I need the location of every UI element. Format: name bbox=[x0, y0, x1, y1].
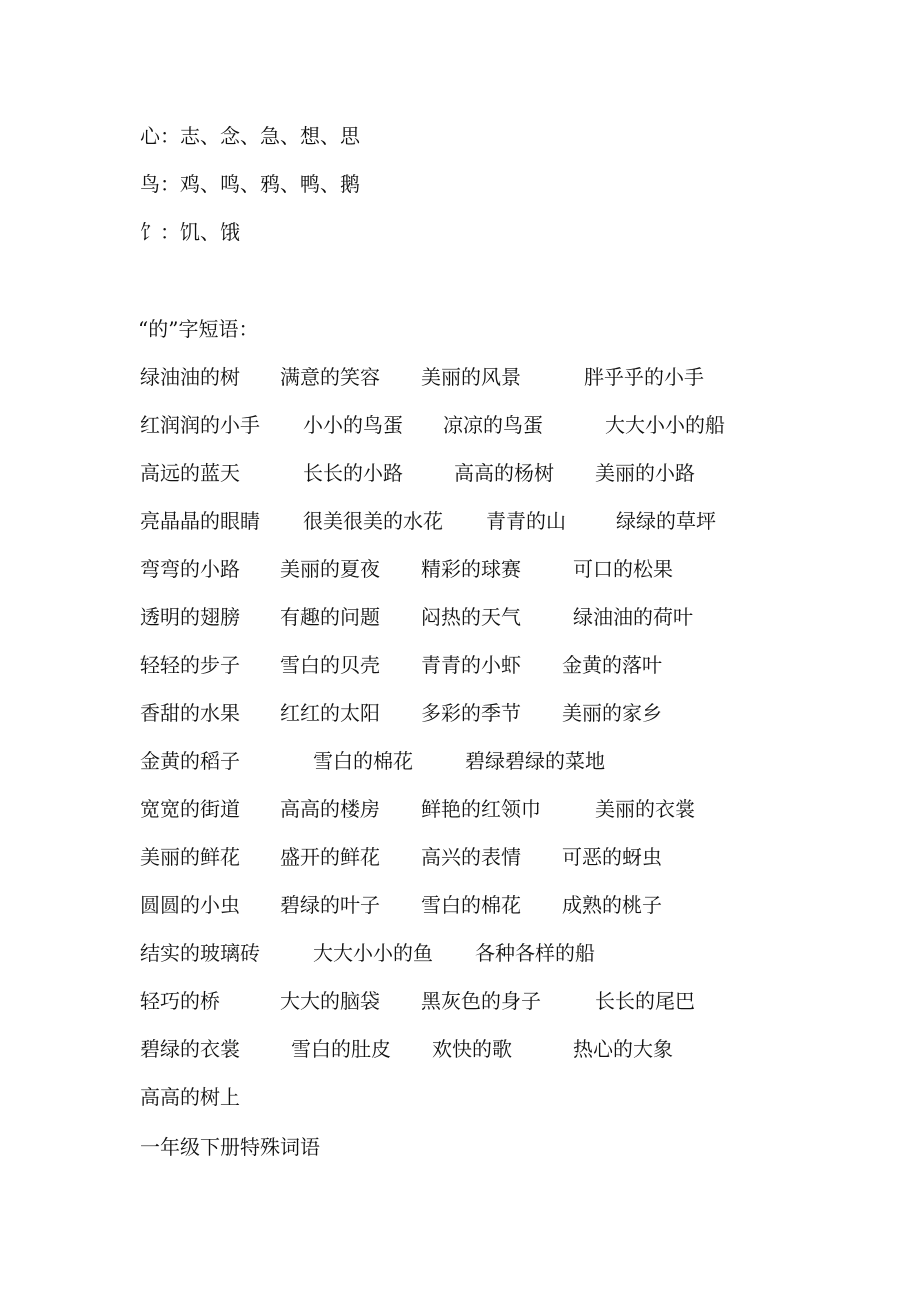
phrase: 有趣的问题 bbox=[280, 605, 380, 629]
phrase: 雪白的肚皮 bbox=[291, 1037, 391, 1061]
phrase: 透明的翅膀 bbox=[140, 605, 240, 629]
phrase: 金黄的落叶 bbox=[562, 653, 662, 677]
phrase: 雪白的贝壳 bbox=[280, 653, 380, 677]
radical: 饣 bbox=[140, 220, 160, 244]
phrase: 绿油油的荷叶 bbox=[573, 605, 693, 629]
radical-separator: ： bbox=[160, 172, 180, 196]
phrase: 很美很美的水花 bbox=[303, 509, 443, 533]
phrase: 美丽的鲜花 bbox=[140, 845, 240, 869]
phrase: 成熟的桃子 bbox=[562, 893, 662, 917]
phrase: 小小的鸟蛋 bbox=[303, 413, 403, 437]
phrase: 圆圆的小虫 bbox=[140, 893, 240, 917]
phrase: 各种各样的船 bbox=[475, 941, 595, 965]
phrase: 长长的尾巴 bbox=[595, 989, 695, 1013]
phrase: 可恶的蚜虫 bbox=[562, 845, 662, 869]
phrase: 金黄的稻子 bbox=[140, 749, 240, 773]
phrase: 美丽的夏夜 bbox=[280, 557, 380, 581]
phrase: 碧绿的叶子 bbox=[280, 893, 380, 917]
phrase: 雪白的棉花 bbox=[313, 749, 413, 773]
radical-line-food bbox=[140, 217, 240, 247]
phrase: 满意的笑容 bbox=[280, 365, 380, 389]
radical-chars: 饥、饿 bbox=[180, 220, 240, 244]
phrase: 轻轻的步子 bbox=[140, 653, 240, 677]
phrase: 黑灰色的身子 bbox=[421, 989, 541, 1013]
phrase: 亮晶晶的眼睛 bbox=[140, 509, 260, 533]
phrase: 红红的太阳 bbox=[280, 701, 380, 725]
radical: 心 bbox=[140, 124, 160, 148]
phrase: 宽宽的街道 bbox=[140, 797, 240, 821]
phrase: 高高的楼房 bbox=[280, 797, 380, 821]
phrase: 多彩的季节 bbox=[421, 701, 521, 725]
radical: 鸟 bbox=[140, 172, 160, 196]
phrase: 绿油油的树 bbox=[140, 365, 240, 389]
phrase: 大大小小的鱼 bbox=[313, 941, 433, 965]
phrase: 可口的松果 bbox=[573, 557, 673, 581]
phrase: 美丽的风景 bbox=[421, 365, 521, 389]
phrase: 高兴的表情 bbox=[421, 845, 521, 869]
phrase: 盛开的鲜花 bbox=[280, 845, 380, 869]
phrase: 闷热的天气 bbox=[421, 605, 521, 629]
radical-chars: 志、念、急、想、思 bbox=[180, 124, 360, 148]
section-heading: 一年级下册特殊词语 bbox=[140, 1135, 320, 1159]
phrase: 美丽的小路 bbox=[595, 461, 695, 485]
phrase: 长长的小路 bbox=[303, 461, 403, 485]
phrase: 碧绿碧绿的菜地 bbox=[465, 749, 605, 773]
phrase: 结实的玻璃砖 bbox=[140, 941, 260, 965]
phrase: 鲜艳的红领巾 bbox=[421, 797, 541, 821]
phrases-heading: “的”字短语： bbox=[138, 317, 259, 341]
phrase: 雪白的棉花 bbox=[421, 893, 521, 917]
radical-chars: 鸡、鸣、鸦、鸭、鹅 bbox=[180, 172, 360, 196]
phrase: 轻巧的桥 bbox=[140, 989, 220, 1013]
phrase: 高远的蓝天 bbox=[140, 461, 240, 485]
radical-separator: ： bbox=[160, 220, 180, 244]
phrase: 红润润的小手 bbox=[140, 413, 260, 437]
phrase: 青青的小虾 bbox=[421, 653, 521, 677]
phrase: 香甜的水果 bbox=[140, 701, 240, 725]
phrase: 欢快的歌 bbox=[432, 1037, 512, 1061]
phrase: 弯弯的小路 bbox=[140, 557, 240, 581]
phrase: 高高的树上 bbox=[140, 1085, 240, 1109]
phrase: 凉凉的鸟蛋 bbox=[443, 413, 543, 437]
radical-line-heart bbox=[140, 121, 360, 151]
phrase: 美丽的衣裳 bbox=[595, 797, 695, 821]
phrase: 碧绿的衣裳 bbox=[140, 1037, 240, 1061]
phrase: 绿绿的草坪 bbox=[616, 509, 716, 533]
phrase: 热心的大象 bbox=[573, 1037, 673, 1061]
phrase: 青青的山 bbox=[486, 509, 566, 533]
phrase: 精彩的球赛 bbox=[421, 557, 521, 581]
radical-separator: ： bbox=[160, 124, 180, 148]
phrase: 高高的杨树 bbox=[454, 461, 554, 485]
phrase: 大大小小的船 bbox=[605, 413, 725, 437]
radical-line-bird bbox=[140, 169, 360, 199]
phrase: 美丽的家乡 bbox=[562, 701, 662, 725]
phrase: 胖乎乎的小手 bbox=[584, 365, 704, 389]
phrase: 大大的脑袋 bbox=[280, 989, 380, 1013]
